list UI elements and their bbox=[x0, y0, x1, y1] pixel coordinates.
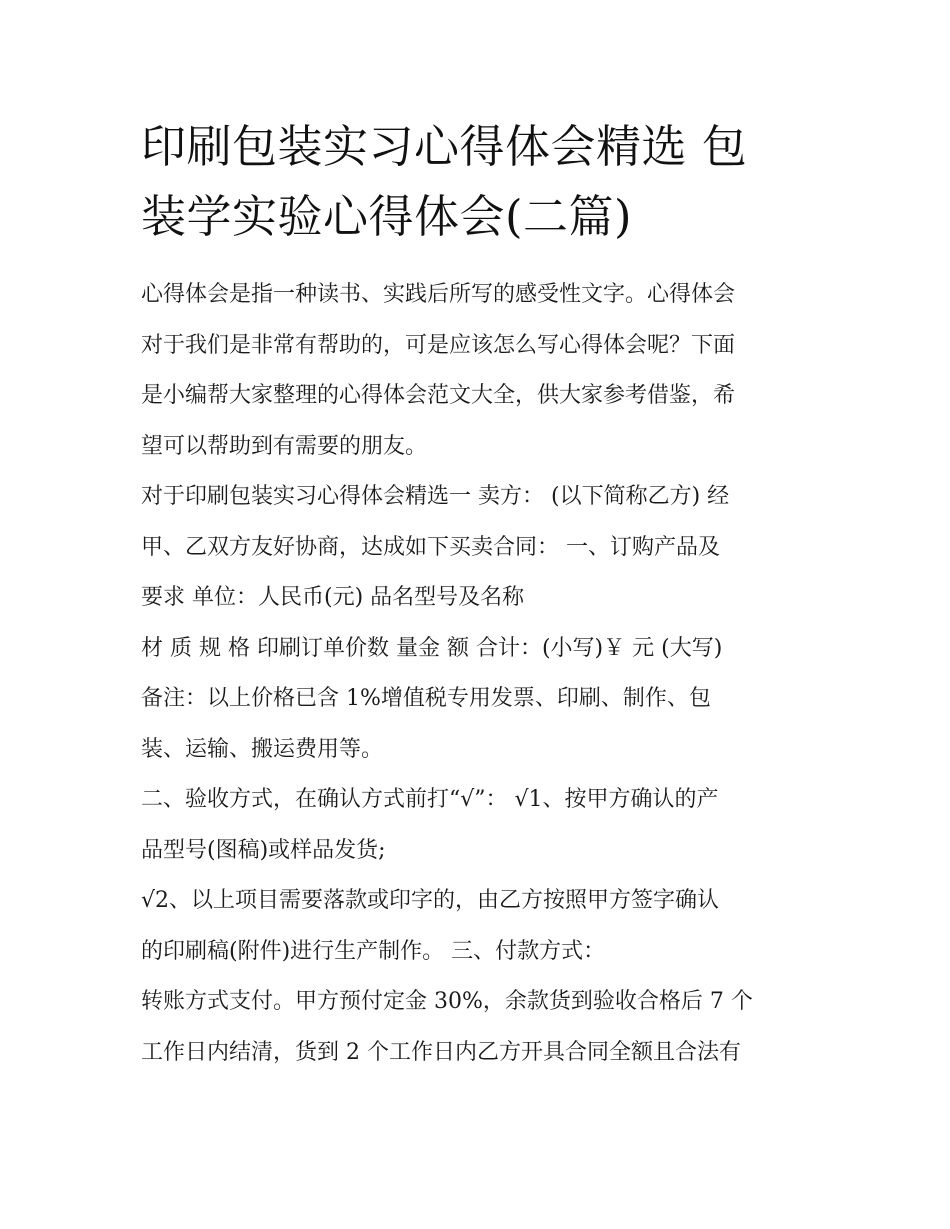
paragraph-acceptance bbox=[141, 775, 813, 876]
text-line: √2、以上项目需要落款或印字的，由乙方按照甲方签字确认 bbox=[141, 888, 720, 913]
text-line: 心得体会是指一种读书、实践后所写的感受性文字。心得体会 bbox=[141, 282, 736, 307]
document-body bbox=[141, 270, 813, 1078]
text-line: 对于印刷包装实习心得体会精选一 卖方： (以下简称乙方) 经 bbox=[141, 484, 730, 509]
text-line: 转账方式支付。甲方预付定金 30%，余款货到验收合格后 7 个 bbox=[141, 989, 753, 1014]
title-line: 装学实验心得体会(二篇) bbox=[141, 190, 633, 243]
text-line: 工作日内结清，货到 2 个工作日内乙方开具合同全额且合法有 bbox=[141, 1039, 741, 1065]
text-line: 装、运输、搬运费用等。 bbox=[141, 736, 384, 762]
title-line: 印刷包装实习心得体会精选 包 bbox=[141, 120, 748, 173]
text-line: 望可以帮助到有需要的朋友。 bbox=[141, 433, 428, 459]
text-line: 甲、乙双方友好协商，达成如下买卖合同： 一、订购产品及 bbox=[141, 534, 720, 560]
text-line: 备注：以上价格已含 1%增值税专用发票、印刷、制作、包 bbox=[141, 686, 711, 711]
text-line: 品型号(图稿)或样品发货; bbox=[141, 837, 386, 863]
text-line: 要求 单位：人民币(元) 品名型号及名称 bbox=[141, 585, 525, 610]
paragraph-payment bbox=[141, 977, 813, 1078]
paragraph-pricing bbox=[141, 624, 813, 776]
text-line: 材 质 规 格 印刷订单价数 量金 额 合计：(小写)￥ 元 (大写) bbox=[141, 635, 723, 661]
text-line: 是小编帮大家整理的心得体会范文大全，供大家参考借鉴，希 bbox=[141, 383, 736, 408]
paragraph-contract-intro bbox=[141, 472, 813, 624]
text-line: 对于我们是非常有帮助的，可是应该怎么写心得体会呢？下面 bbox=[141, 332, 736, 358]
text-line: 的印刷稿(附件)进行生产制作。 三、付款方式： bbox=[141, 938, 606, 964]
paragraph-production bbox=[141, 876, 813, 977]
document-title bbox=[141, 112, 813, 252]
text-line: 二、验收方式，在确认方式前打“√”： √1、按甲方确认的产 bbox=[141, 787, 719, 812]
document-page bbox=[141, 112, 813, 1078]
paragraph-intro bbox=[141, 270, 813, 472]
